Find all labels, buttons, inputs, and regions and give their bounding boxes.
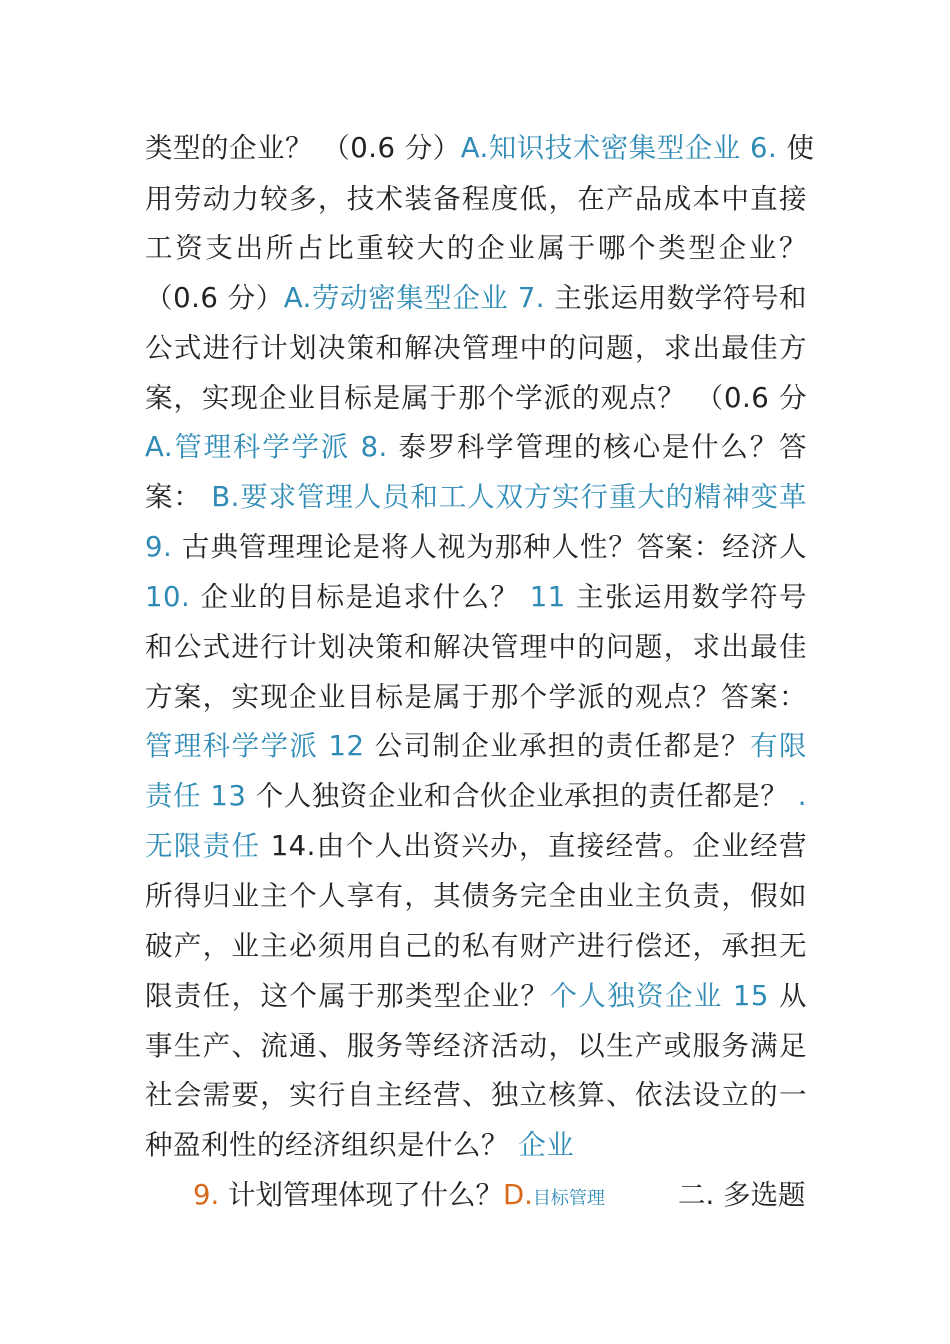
answer-text: A.管理科学学派: [145, 431, 361, 463]
question-number: 7.: [517, 282, 546, 314]
answer-text: A.劳动密集型企业: [283, 282, 518, 314]
question-number: 8.: [360, 431, 388, 463]
text-line: [145, 1021, 807, 1071]
answer-text: A.知识技术密集型企业: [460, 132, 751, 164]
text-line: [145, 622, 807, 672]
body-text: 从: [768, 980, 808, 1012]
answer-letter: D.: [503, 1179, 533, 1211]
body-text: 使: [777, 132, 815, 164]
body-text: 种盈利性的经济组织是什么？: [145, 1129, 519, 1161]
answer-text: B.要求管理人员和工人双方实行重大的精神变革: [211, 481, 807, 513]
text-line: [145, 672, 807, 722]
body-text: 14.由个人出资兴办，直接经营。企业经营: [270, 830, 808, 862]
body-text: 限责任，这个属于那类型企业？: [145, 980, 550, 1012]
question-number: 11: [529, 581, 566, 613]
text-line: [145, 422, 807, 472]
body-text: 和公式进行计划决策和解决管理中的问题，求出最佳: [145, 631, 807, 663]
body-text: 事生产、流通、服务等经济活动，以生产或服务满足: [145, 1030, 807, 1062]
body-text: 方案，实现企业目标是属于那个学派的观点？答案：: [145, 681, 807, 713]
text-line: [145, 1120, 807, 1170]
answer-text: 目标管理: [532, 1188, 605, 1209]
text-line: [145, 721, 807, 771]
body-text: 用劳动力较多，技术装备程度低，在产品成本中直接: [145, 183, 807, 215]
answer-text: .: [797, 780, 807, 812]
answer-text: 企业: [518, 1129, 575, 1161]
text-line: [145, 572, 807, 622]
answer-text: 个人独资企业: [549, 980, 733, 1012]
body-text: 类型的企业？ （0.6 分）: [145, 132, 461, 164]
body-text: 公式进行计划决策和解决管理中的问题，求出最佳方: [145, 332, 807, 364]
body-text: 公司制企业承担的责任都是？: [364, 730, 751, 762]
text-line: [145, 921, 807, 971]
text-line: [145, 871, 807, 921]
text-line: [145, 123, 815, 173]
body-text: 企业的目标是追求什么？: [190, 581, 530, 613]
text-line: [145, 1070, 807, 1120]
answer-text: 无限责任: [145, 830, 271, 862]
question-9-plan-management: [193, 1170, 605, 1220]
text-line: [145, 323, 807, 373]
section-heading-multiple-choice: 二. 多选题: [678, 1179, 806, 1211]
text-line: [145, 174, 807, 224]
body-text: 个人独资企业和合伙企业承担的责任都是？: [246, 780, 798, 812]
body-text: 破产，业主必须用自己的私有财产进行偿还，承担无: [145, 930, 807, 962]
question-number: 15: [732, 980, 769, 1012]
answer-text: 有限: [750, 730, 807, 762]
body-text: 泰罗科学管理的核心是什么？答: [387, 431, 807, 463]
question-number: 6.: [750, 132, 778, 164]
text-line: [145, 223, 807, 273]
text-line: [145, 273, 807, 323]
body-text: （0.6 分）: [145, 282, 284, 314]
body-text: 工资支出所占比重较大的企业属于哪个类型企业？: [145, 232, 807, 264]
text-line: [145, 522, 807, 572]
body-text: 案：: [145, 481, 212, 513]
body-text: 所得归业主个人享有，其债务完全由业主负责，假如: [145, 880, 807, 912]
answer-text: 责任: [145, 780, 211, 812]
body-text: 主张运用数学符号: [565, 581, 808, 613]
text-line: [145, 373, 807, 423]
question-number: 10.: [145, 581, 191, 613]
body-text: 社会需要，实行自主经营、独立核算、依法设立的一: [145, 1079, 807, 1111]
question-number: 12: [328, 730, 365, 762]
question-text: 计划管理体现了什么？: [219, 1179, 503, 1211]
text-line: [145, 771, 807, 821]
text-line: [145, 472, 807, 522]
answer-text: 管理科学学派: [145, 730, 329, 762]
question-number: 9.: [145, 531, 173, 563]
question-number: 13: [210, 780, 247, 812]
text-line: [145, 971, 807, 1021]
body-text: 古典管理理论是将人视为那种人性？答案：经济人: [172, 531, 807, 563]
question-number: 9.: [193, 1179, 220, 1211]
text-line: [145, 821, 807, 871]
body-text: 主张运用数学符号和: [545, 282, 807, 314]
body-text: 案，实现企业目标是属于那个学派的观点？ （0.6 分: [145, 382, 807, 414]
